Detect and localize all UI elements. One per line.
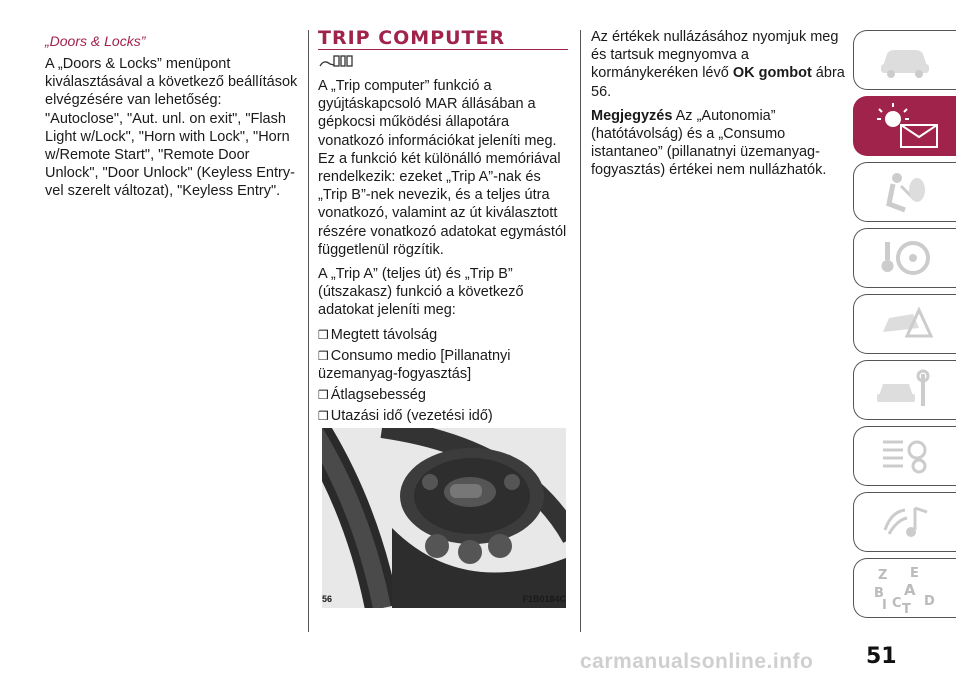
svg-text:D: D	[924, 594, 935, 609]
tab-starting-driving[interactable]	[853, 228, 956, 288]
figure-number: 56	[322, 594, 333, 604]
steering-wheel-figure	[322, 428, 566, 608]
tab-emergency[interactable]	[853, 294, 956, 354]
chapter-tabs	[853, 30, 956, 624]
doors-locks-subheading: „Doors & Locks”	[45, 33, 146, 49]
vehicle-equipment-tag-icon	[318, 53, 568, 69]
tab-dashboard[interactable]	[853, 96, 956, 156]
reset-instructions: Az értékek nullázásához nyomjuk meg és tartsuk megnyomva a kormánykeréken lévő OK gombot ábra 56.	[591, 29, 845, 100]
section-title-row	[318, 28, 568, 48]
middle-column	[318, 28, 568, 429]
checkbox-icon: ❒	[318, 348, 329, 363]
doors-locks-paragraph: A „Doors & Locks” menüpont kiválasztásával a következő beállítások elvégzésére van lehetőség: "Autoclose", "Aut. unl. on exit", "Flash Light w/Lock", "Horn with Lock", "Horn w/Remote Start", "Remote Door Unlock", "Door Unlock" (Keyless Entry-vel szerelt változat), "Keyless Entry".	[45, 56, 298, 200]
tab-car[interactable]	[853, 30, 956, 90]
car-wrench-icon	[875, 368, 935, 412]
car-breakdown-icon	[875, 302, 935, 346]
key-steering-wheel-icon	[875, 236, 935, 280]
figure-code: F1B0184C	[522, 594, 566, 604]
warning-light-envelope-icon	[865, 101, 945, 151]
list-item: ❒ Consumo medio [Pillanatnyi üzemanyag-fogyasztás]	[318, 347, 511, 383]
section-title: TRIP COMPUTER	[318, 27, 506, 49]
specs-gears-icon	[875, 434, 935, 478]
list-item: ❒ Utazási idő (vezetési idő)	[318, 408, 493, 425]
checkbox-icon: ❒	[318, 388, 329, 403]
svg-text:B: B	[874, 586, 884, 601]
svg-text:T: T	[902, 602, 911, 613]
svg-text:E: E	[910, 566, 919, 581]
tab-maintenance[interactable]	[853, 360, 956, 420]
checkbox-icon: ❒	[318, 327, 329, 342]
right-column	[591, 28, 849, 186]
list-item: ❒ Megtett távolság	[318, 326, 438, 343]
ok-button-label: OK gombot	[732, 65, 812, 82]
tab-index[interactable]	[853, 558, 956, 618]
left-column	[45, 28, 300, 207]
column-divider-right	[580, 30, 581, 632]
figure-caption	[322, 594, 566, 608]
trip-ab-intro: A „Trip A” (teljes út) és „Trip B” (útszakasz) funkció a következő adatokat jeleníti meg:	[318, 266, 524, 319]
column-divider-left	[308, 30, 309, 632]
seat-airbag-icon	[875, 170, 935, 214]
trip-computer-intro: A „Trip computer” funkció a gyújtáskapcsoló MAR állásában a gépkocsi működési állapotára vonatkozó információkat jeleníti meg. Ez a funkció két különálló memóriával rendelkezik: ezeket „Trip A”-nak és „Trip B”-nek nevezik, és a teljes útra vonatkozó, valamint az út kiválasztott részére vonatkozó adatokat egymástól függetlenül rögzítik.	[318, 78, 567, 258]
title-underline	[318, 49, 568, 50]
checkbox-icon: ❒	[318, 409, 329, 424]
multimedia-music-icon	[875, 500, 935, 544]
svg-text:A: A	[904, 581, 916, 599]
tab-technical-specs[interactable]	[853, 426, 956, 486]
page-number: 51	[866, 644, 897, 669]
watermark: carmanualsonline.info	[580, 650, 814, 673]
svg-text:C: C	[892, 596, 902, 611]
note-paragraph: Megjegyzés Az „Autonomia” (hatótávolság) és a „Consumo istantaneo” (pillanatnyi üzemanyag-fogyasztás) értékei nem nullázhatók.	[591, 107, 827, 179]
svg-text:Z: Z	[878, 568, 888, 583]
car-icon	[875, 40, 935, 80]
note-label: Megjegyzés	[591, 107, 673, 124]
tab-multimedia[interactable]	[853, 492, 956, 552]
svg-text:I: I	[882, 598, 887, 613]
list-item: ❒ Átlagsebesség	[318, 387, 426, 404]
index-letters-icon	[870, 563, 940, 613]
tab-safety[interactable]	[853, 162, 956, 222]
